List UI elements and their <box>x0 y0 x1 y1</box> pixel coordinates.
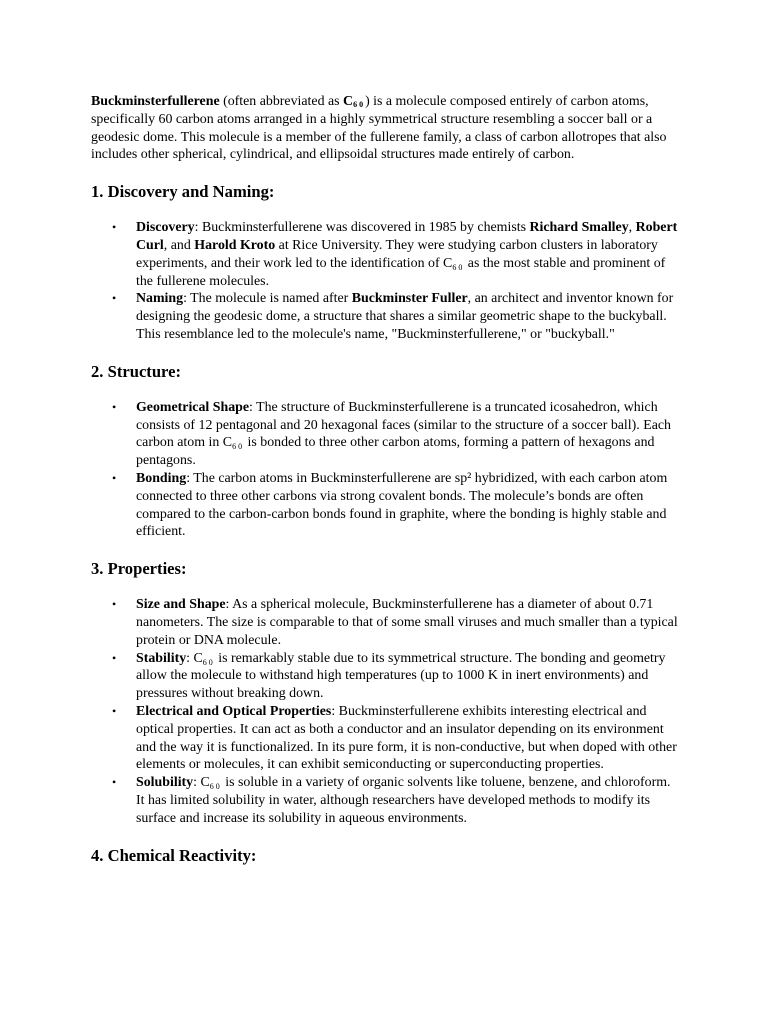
bullet: • <box>112 291 117 306</box>
properties-list <box>91 596 681 827</box>
intro-text-1: (often abbreviated as <box>219 94 344 109</box>
section-heading-chemical-reactivity: 4. Chemical Reactivity: <box>91 845 257 865</box>
list-item-electrical-optical: • Electrical and Optical Properties: Buckminsterfullerene exhibits interesting electrical and optical properties. It can act as both a conductor and an insulator depending on its environment and the way it is functionalized. In its pure form, it is non-conductive, but when doped with other elements or molecules, it can exhibit semiconducting or superconducting properties. <box>112 703 677 773</box>
bullet: • <box>112 650 117 665</box>
document-page <box>91 93 681 866</box>
bullet: • <box>112 775 117 790</box>
intro-term: Buckminsterfullerene <box>91 94 220 109</box>
intro-formula-subscript: 60 <box>353 100 366 109</box>
bullet: • <box>112 470 117 485</box>
intro-formula: $C_{60}$ <box>343 94 366 109</box>
bullet: • <box>112 597 117 612</box>
intro-paragraph <box>91 93 681 164</box>
list-item-size-and-shape: • Size and Shape: As a spherical molecule, Buckminsterfullerene has a diameter of about 0.71 nanometers. The size is comparable to that of some small viruses and much smaller than a typical protein or DNA molecule. <box>112 597 678 648</box>
section-heading-structure: 2. Structure: <box>91 361 182 381</box>
list-item-bonding: • Bonding: The carbon atoms in Buckminsterfullerene are sp² hybridized, with each carbon atom connected to three other carbons via strong covalent bonds. The molecule’s bonds are often compared to the carbon-carbon bonds found in graphite, where the bonding is highly stable and efficient. <box>112 470 668 540</box>
list-item-stability: • Stability: $C_{60}$ is remarkably stable due to its symmetrical structure. The bonding and geometry allow the molecule to withstand high temperatures (up to 1000 K in inert environments) and pressures without breaking down. <box>112 650 666 702</box>
list-item-geometrical-shape: • Geometrical Shape: The structure of Buckminsterfullerene is a truncated icosahedron, which consists of 12 pentagonal and 20 hexagonal faces (similar to the structure of a soccer ball). Each carbon atom in $C_{60}$ is bonded to three other carbon atoms, forming a pattern of hexagons and pentagons. <box>112 399 671 469</box>
list-item-solubility: • Solubility: $C_{60}$ is soluble in a variety of organic solvents like toluene, benzene, and chloroform. It has limited solubility in water, although researchers have developed methods to modify its surface and increase its solubility in aqueous environments. <box>112 775 671 826</box>
list-item-discovery: • Discovery: Buckminsterfullerene was discovered in 1985 by chemists Richard Smalley, Robert Curl, and Harold Kroto at Rice University. They were studying carbon clusters in laboratory experiments, and their work led to the identification of $C_{60}$ as the most stable and prominent of the fullerene molecules. <box>112 220 678 289</box>
intro-text-2: ) is a molecule composed entirely of carbon atoms, specifically 60 carbon atoms arranged in a highly symmetrical structure resembling a soccer ball or a geodesic dome. This molecule is a member of the fullerene family, a class of carbon allotropes that also includes other spherical, cylindrical, and ellipsoidal structures made entirely of carbon. <box>91 94 667 163</box>
discovery-list <box>91 219 681 344</box>
structure-list <box>91 399 681 541</box>
bullet: • <box>112 220 117 235</box>
list-item-naming: • Naming: The molecule is named after Buckminster Fuller, an architect and inventor known for designing the geodesic dome, a structure that shares a similar geometric shape to the buckyball. This resemblance led to the molecule's name, "Buckminsterfullerene," or "buckyball." <box>112 291 674 342</box>
bullet: • <box>112 703 117 718</box>
bullet: • <box>112 399 117 414</box>
section-heading-properties: 3. Properties: <box>91 559 187 579</box>
section-heading-discovery: 1. Discovery and Naming: <box>91 182 275 202</box>
